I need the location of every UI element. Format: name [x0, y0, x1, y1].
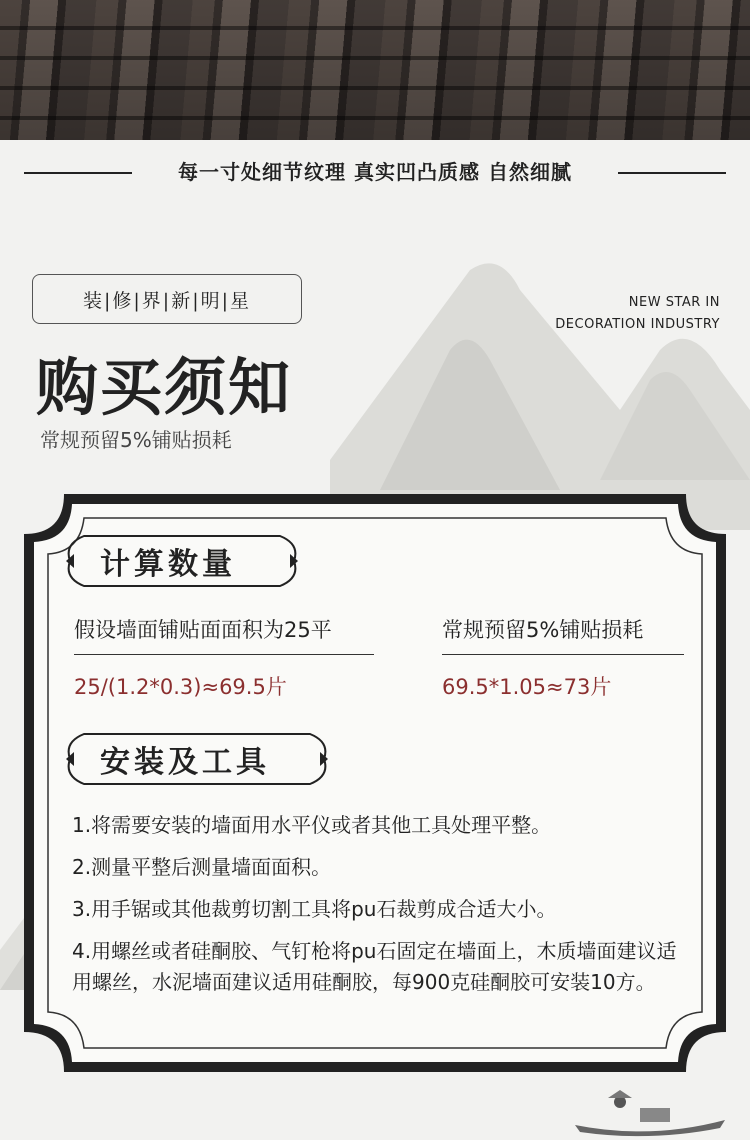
- page-subtitle: 常规预留5%铺贴损耗: [40, 428, 232, 452]
- install-step-3: 3.用手锯或其他裁剪切割工具将pu石裁剪成合适大小。: [72, 897, 557, 921]
- install-step-4: 4.用螺丝或者硅酮胶、气钉枪将pu石固定在墙面上，木质墙面建议适用螺丝，水泥墙面建议适用硅酮胶，每900克硅酮胶可安装10方。: [72, 939, 677, 994]
- tagline-bar: [0, 150, 750, 194]
- calc-left-question: 假设墙面铺贴面面积为25平: [74, 614, 374, 655]
- heading-calc-label: 计算数量: [100, 547, 236, 582]
- calc-left-answer: 25/(1.2*0.3)≈69.5片: [74, 675, 287, 699]
- page-title: 购买须知: [36, 351, 293, 424]
- english-line-1: NEW STAR IN: [628, 295, 720, 310]
- tagline-divider-left: [24, 172, 132, 174]
- tagline-divider-right: [618, 172, 726, 174]
- heading-install-label: 安装及工具: [100, 745, 270, 780]
- english-line-2: DECORATION INDUSTRY: [555, 317, 720, 332]
- install-step-2: 2.测量平整后测量墙面面积。: [72, 855, 332, 879]
- install-steps: [72, 810, 682, 1009]
- heading-calc: [62, 534, 302, 588]
- calc-right-answer: 69.5*1.05≈73片: [442, 675, 612, 699]
- stone-rows-overlay: [0, 0, 750, 140]
- calc-right: [442, 614, 684, 701]
- boat-illustration: [570, 1080, 730, 1140]
- english-subtitle: [555, 292, 720, 336]
- tagline-text: 每一寸处细节纹理 真实凹凸质感 自然细腻: [178, 160, 572, 184]
- badge-new-star: 装|修|界|新|明|星: [32, 274, 302, 324]
- install-step-1: 1.将需要安装的墙面用水平仪或者其他工具处理平整。: [72, 813, 552, 837]
- calc-right-question: 常规预留5%铺贴损耗: [442, 614, 684, 655]
- heading-install: [62, 732, 332, 786]
- calc-left: [74, 614, 374, 701]
- purchase-notes-card: [24, 494, 726, 1072]
